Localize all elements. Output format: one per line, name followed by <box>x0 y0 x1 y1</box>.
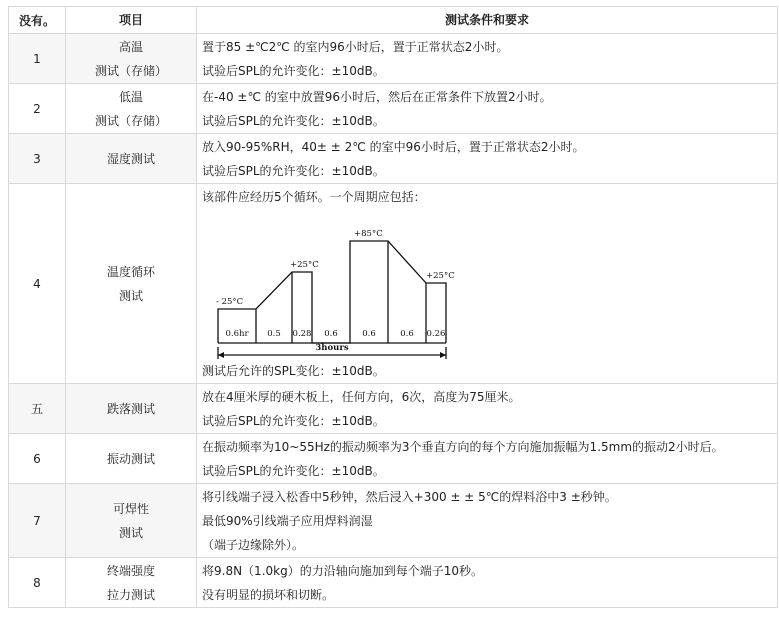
row-condition <box>197 134 778 184</box>
row-number: 4 <box>9 184 66 384</box>
condition-line: 没有明显的损坏和切断。 <box>202 587 335 602</box>
level-label-plus85: +85°C <box>354 228 383 239</box>
table-row <box>9 434 778 484</box>
row-condition <box>197 34 778 84</box>
row-item <box>66 134 197 184</box>
header-item: 项目 <box>66 7 197 34</box>
condition-line: （端子边缘除外）。 <box>202 537 305 552</box>
condition-line: 在振动频率为10~55Hz的振动频率为3个垂直方向的每个方向施加振幅为1.5mm的振动2小时后。 <box>202 439 724 454</box>
item-line: 测试 <box>118 288 143 303</box>
table-row <box>9 484 778 558</box>
temperature-profile <box>218 241 446 343</box>
cycle-profile-svg <box>214 209 474 359</box>
row-condition <box>197 558 778 608</box>
condition-line: 试验后SPL的允许变化：±10dB。 <box>202 63 385 78</box>
segment-label: 0.5 <box>267 328 281 339</box>
row-number: 五 <box>9 384 66 434</box>
segment-label: 0.6 <box>400 328 414 339</box>
table-row <box>9 558 778 608</box>
arrow-right <box>440 352 446 358</box>
level-label-plus25-end: +25°C <box>426 270 455 281</box>
header-row <box>9 7 778 34</box>
condition-line: 最低90%引线端子应用焊料润湿 <box>202 513 373 528</box>
item-line: 终端强度 <box>106 563 155 578</box>
item-line: 测试 <box>118 525 143 540</box>
table-row <box>9 84 778 134</box>
temperature-cycle-diagram <box>214 209 474 359</box>
level-label-plus25: +25°C <box>290 259 319 270</box>
spec-table <box>8 6 778 608</box>
table-row <box>9 184 778 384</box>
condition-line: 在-40 ±℃ 的室中放置96小时后，然后在正常条件下放置2小时。 <box>202 89 552 104</box>
table-row <box>9 384 778 434</box>
item-line: 高温 <box>118 39 143 54</box>
segment-label: 0.28 <box>292 328 312 339</box>
row-item <box>66 184 197 384</box>
segment-label: 0.26 <box>426 328 446 339</box>
condition-line: 试验后SPL的允许变化：±10dB。 <box>202 463 385 478</box>
condition-line: 放入90-95%RH，40± ± 2℃ 的室中96小时后，置于正常状态2小时。 <box>202 139 585 154</box>
item-line: 测试（存储） <box>94 63 167 78</box>
row-condition <box>197 184 778 384</box>
row-condition <box>197 484 778 558</box>
row-number: 3 <box>9 134 66 184</box>
row-condition <box>197 84 778 134</box>
header-condition: 测试条件和要求 <box>197 7 778 34</box>
header-no: 没有。 <box>9 7 66 34</box>
level-label-minus25: - 25°C <box>216 296 244 307</box>
item-line: 测试（存储） <box>94 113 167 128</box>
row-number: 1 <box>9 34 66 84</box>
total-duration-label: 3hours <box>315 342 349 353</box>
segment-label: 0.6 <box>324 328 338 339</box>
condition-line: 试验后SPL的允许变化：±10dB。 <box>202 113 385 128</box>
row-condition <box>197 384 778 434</box>
row-number: 7 <box>9 484 66 558</box>
condition-line: 将9.8N（1.0kg）的力沿轴向施加到每个端子10秒。 <box>202 563 483 578</box>
condition-line: 置于85 ±℃2℃ 的室内96小时后，置于正常状态2小时。 <box>202 39 509 54</box>
item-line: 振动测试 <box>106 451 155 466</box>
row-number: 8 <box>9 558 66 608</box>
item-line: 湿度测试 <box>106 151 155 166</box>
table-row <box>9 34 778 84</box>
table-row <box>9 134 778 184</box>
row-item <box>66 84 197 134</box>
row-item <box>66 558 197 608</box>
condition-line: 测试后允许的SPL变化：±10dB。 <box>202 363 385 378</box>
row-item <box>66 34 197 84</box>
row-item <box>66 434 197 484</box>
item-line: 低温 <box>118 89 143 104</box>
condition-line: 该部件应经历5个循环。一个周期应包括： <box>202 189 426 204</box>
row-condition <box>197 434 778 484</box>
condition-line: 试验后SPL的允许变化：±10dB。 <box>202 413 385 428</box>
condition-line: 将引线端子浸入松香中5秒钟，然后浸入+300 ± ± 5℃的焊料浴中3 ±秒钟。 <box>202 489 617 504</box>
row-item <box>66 484 197 558</box>
item-line: 温度循环 <box>106 264 155 279</box>
segment-label: 0.6hr <box>225 328 249 339</box>
item-line: 跌落测试 <box>106 401 155 416</box>
arrow-left <box>218 352 224 358</box>
row-item <box>66 384 197 434</box>
condition-line: 放在4厘米厚的硬木板上，任何方向，6次，高度为75厘米。 <box>202 389 521 404</box>
segment-label: 0.6 <box>362 328 376 339</box>
item-line: 拉力测试 <box>106 587 155 602</box>
row-number: 2 <box>9 84 66 134</box>
row-number: 6 <box>9 434 66 484</box>
item-line: 可焊性 <box>112 501 149 516</box>
condition-line: 试验后SPL的允许变化：±10dB。 <box>202 163 385 178</box>
